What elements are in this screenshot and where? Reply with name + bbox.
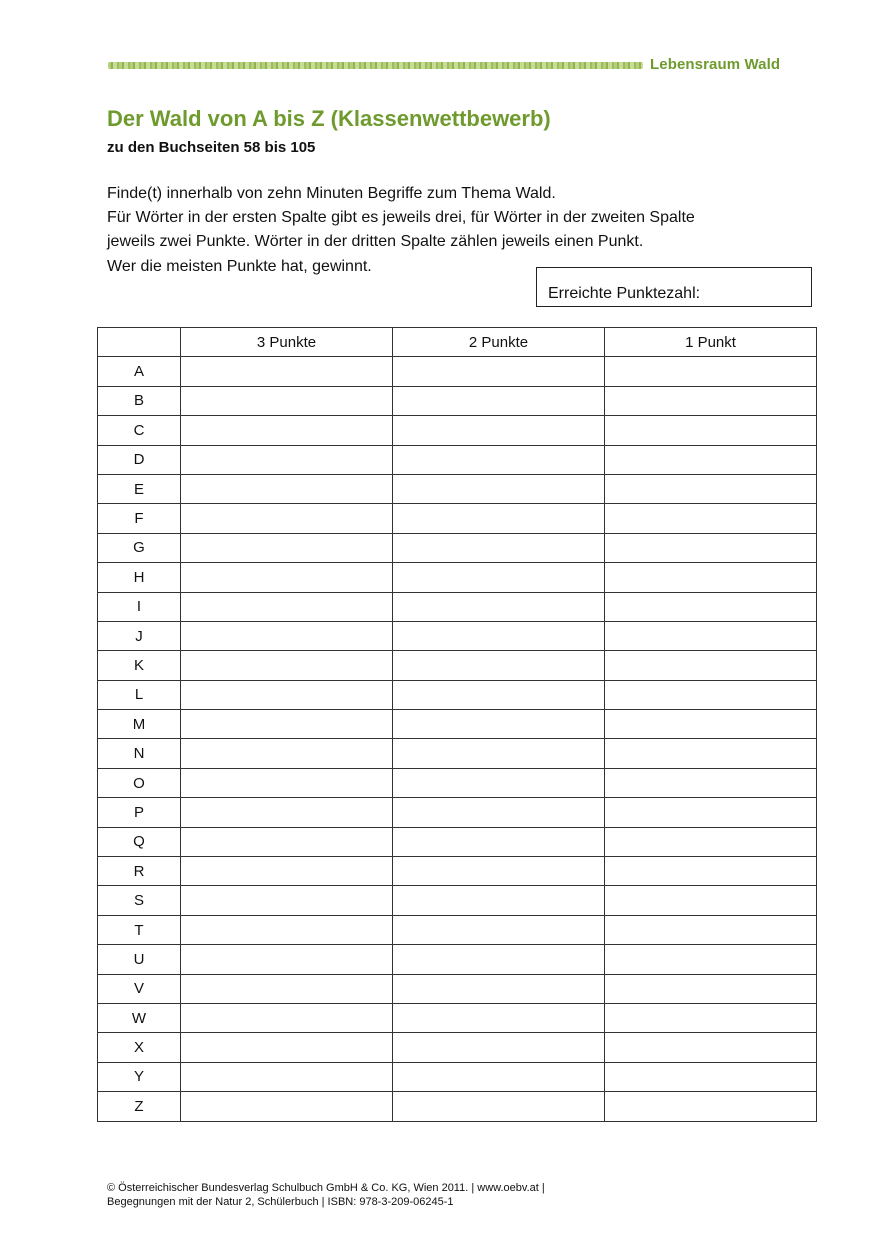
answer-1-punkt-cell[interactable] bbox=[605, 474, 817, 503]
brand-label: Lebensraum Wald bbox=[650, 56, 781, 73]
table-row bbox=[98, 945, 817, 974]
row-letter: F bbox=[98, 504, 181, 533]
answer-2-punkte-cell[interactable] bbox=[393, 533, 605, 562]
answer-1-punkt-cell[interactable] bbox=[605, 945, 817, 974]
answer-3-punkte-cell[interactable] bbox=[181, 416, 393, 445]
answer-3-punkte-cell[interactable] bbox=[181, 445, 393, 474]
answer-2-punkte-cell[interactable] bbox=[393, 416, 605, 445]
answer-2-punkte-cell[interactable] bbox=[393, 1033, 605, 1062]
answer-2-punkte-cell[interactable] bbox=[393, 1092, 605, 1121]
row-letter: I bbox=[98, 592, 181, 621]
table-row bbox=[98, 1062, 817, 1091]
answer-2-punkte-cell[interactable] bbox=[393, 768, 605, 797]
answer-1-punkt-cell[interactable] bbox=[605, 651, 817, 680]
row-letter: Z bbox=[98, 1092, 181, 1121]
table-row bbox=[98, 651, 817, 680]
table-row bbox=[98, 827, 817, 856]
row-letter: E bbox=[98, 474, 181, 503]
answer-3-punkte-cell[interactable] bbox=[181, 739, 393, 768]
table-row bbox=[98, 886, 817, 915]
answer-1-punkt-cell[interactable] bbox=[605, 1033, 817, 1062]
answer-1-punkt-cell[interactable] bbox=[605, 710, 817, 739]
page-subtitle: zu den Buchseiten 58 bis 105 bbox=[107, 139, 316, 156]
footer bbox=[107, 1181, 545, 1209]
score-field[interactable] bbox=[536, 267, 812, 307]
footer-book-info: Begegnungen mit der Natur 2, Schülerbuch | ISBN: 978-3-209-06245-1 bbox=[107, 1196, 454, 1208]
table-header-row bbox=[98, 328, 817, 357]
answer-2-punkte-cell[interactable] bbox=[393, 827, 605, 856]
answer-2-punkte-cell[interactable] bbox=[393, 710, 605, 739]
answer-2-punkte-cell[interactable] bbox=[393, 386, 605, 415]
answer-2-punkte-cell[interactable] bbox=[393, 886, 605, 915]
answer-1-punkt-cell[interactable] bbox=[605, 1003, 817, 1032]
answer-2-punkte-cell[interactable] bbox=[393, 592, 605, 621]
row-letter: H bbox=[98, 563, 181, 592]
answer-2-punkte-cell[interactable] bbox=[393, 1003, 605, 1032]
table-row bbox=[98, 1003, 817, 1032]
answer-1-punkt-cell[interactable] bbox=[605, 445, 817, 474]
answer-3-punkte-cell[interactable] bbox=[181, 474, 393, 503]
header-decoration-bar bbox=[108, 62, 643, 69]
table-row bbox=[98, 563, 817, 592]
answer-3-punkte-cell[interactable] bbox=[181, 945, 393, 974]
answer-1-punkt-cell[interactable] bbox=[605, 386, 817, 415]
answer-1-punkt-cell[interactable] bbox=[605, 974, 817, 1003]
header-letter bbox=[98, 328, 181, 357]
instruction-line-2: Für Wörter in der ersten Spalte gibt es jeweils drei, für Wörter in der zweiten Spalte bbox=[107, 209, 695, 226]
table-row bbox=[98, 1092, 817, 1121]
answer-2-punkte-cell[interactable] bbox=[393, 504, 605, 533]
row-letter: G bbox=[98, 533, 181, 562]
header-2-punkte: 2 Punkte bbox=[393, 328, 605, 357]
page-title: Der Wald von A bis Z (Klassenwettbewerb) bbox=[107, 106, 551, 131]
answer-2-punkte-cell[interactable] bbox=[393, 680, 605, 709]
score-label: Erreichte Punktezahl: bbox=[548, 285, 701, 302]
table-row bbox=[98, 1033, 817, 1062]
answer-1-punkt-cell[interactable] bbox=[605, 768, 817, 797]
answer-2-punkte-cell[interactable] bbox=[393, 357, 605, 386]
answer-1-punkt-cell[interactable] bbox=[605, 886, 817, 915]
row-letter: J bbox=[98, 621, 181, 650]
table-row bbox=[98, 857, 817, 886]
answer-3-punkte-cell[interactable] bbox=[181, 974, 393, 1003]
answer-3-punkte-cell[interactable] bbox=[181, 710, 393, 739]
row-letter: W bbox=[98, 1003, 181, 1032]
answer-3-punkte-cell[interactable] bbox=[181, 386, 393, 415]
answer-1-punkt-cell[interactable] bbox=[605, 416, 817, 445]
table-row bbox=[98, 915, 817, 944]
table-row bbox=[98, 739, 817, 768]
row-letter: V bbox=[98, 974, 181, 1003]
header-1-punkt: 1 Punkt bbox=[605, 328, 817, 357]
answer-1-punkt-cell[interactable] bbox=[605, 533, 817, 562]
answer-3-punkte-cell[interactable] bbox=[181, 857, 393, 886]
answer-2-punkte-cell[interactable] bbox=[393, 474, 605, 503]
table-row bbox=[98, 533, 817, 562]
answer-2-punkte-cell[interactable] bbox=[393, 621, 605, 650]
table-row bbox=[98, 416, 817, 445]
row-letter: D bbox=[98, 445, 181, 474]
instruction-line-4: Wer die meisten Punkte hat, gewinnt. bbox=[107, 258, 372, 275]
answer-1-punkt-cell[interactable] bbox=[605, 621, 817, 650]
answer-2-punkte-cell[interactable] bbox=[393, 915, 605, 944]
instruction-line-1: Finde(t) innerhalb von zehn Minuten Begriffe zum Thema Wald. bbox=[107, 185, 556, 202]
table-row bbox=[98, 386, 817, 415]
answer-1-punkt-cell[interactable] bbox=[605, 592, 817, 621]
answer-3-punkte-cell[interactable] bbox=[181, 651, 393, 680]
row-letter: O bbox=[98, 768, 181, 797]
row-letter: K bbox=[98, 651, 181, 680]
answer-2-punkte-cell[interactable] bbox=[393, 563, 605, 592]
row-letter: S bbox=[98, 886, 181, 915]
answer-3-punkte-cell[interactable] bbox=[181, 915, 393, 944]
answer-2-punkte-cell[interactable] bbox=[393, 445, 605, 474]
answer-3-punkte-cell[interactable] bbox=[181, 504, 393, 533]
answer-1-punkt-cell[interactable] bbox=[605, 827, 817, 856]
row-letter: T bbox=[98, 915, 181, 944]
row-letter: M bbox=[98, 710, 181, 739]
answer-3-punkte-cell[interactable] bbox=[181, 827, 393, 856]
answer-1-punkt-cell[interactable] bbox=[605, 504, 817, 533]
answer-1-punkt-cell[interactable] bbox=[605, 563, 817, 592]
answer-1-punkt-cell[interactable] bbox=[605, 739, 817, 768]
table-row bbox=[98, 974, 817, 1003]
answer-1-punkt-cell[interactable] bbox=[605, 857, 817, 886]
answer-3-punkte-cell[interactable] bbox=[181, 592, 393, 621]
table-row bbox=[98, 592, 817, 621]
answer-3-punkte-cell[interactable] bbox=[181, 768, 393, 797]
row-letter: P bbox=[98, 798, 181, 827]
answer-3-punkte-cell[interactable] bbox=[181, 680, 393, 709]
answer-2-punkte-cell[interactable] bbox=[393, 974, 605, 1003]
table-row bbox=[98, 768, 817, 797]
row-letter: R bbox=[98, 857, 181, 886]
answer-3-punkte-cell[interactable] bbox=[181, 621, 393, 650]
answer-1-punkt-cell[interactable] bbox=[605, 1092, 817, 1121]
table-row bbox=[98, 621, 817, 650]
table-row bbox=[98, 357, 817, 386]
table-row bbox=[98, 504, 817, 533]
answer-2-punkte-cell[interactable] bbox=[393, 651, 605, 680]
answer-1-punkt-cell[interactable] bbox=[605, 680, 817, 709]
table-row bbox=[98, 710, 817, 739]
row-letter: N bbox=[98, 739, 181, 768]
footer-copyright: © Österreichischer Bundesverlag Schulbuch GmbH & Co. KG, Wien 2011. | www.oebv.at | bbox=[107, 1182, 545, 1194]
row-letter: U bbox=[98, 945, 181, 974]
answer-2-punkte-cell[interactable] bbox=[393, 1062, 605, 1091]
answer-2-punkte-cell[interactable] bbox=[393, 857, 605, 886]
table-row bbox=[98, 680, 817, 709]
answer-3-punkte-cell[interactable] bbox=[181, 1003, 393, 1032]
answer-3-punkte-cell[interactable] bbox=[181, 533, 393, 562]
row-letter: A bbox=[98, 357, 181, 386]
table-row bbox=[98, 798, 817, 827]
row-letter: X bbox=[98, 1033, 181, 1062]
answer-1-punkt-cell[interactable] bbox=[605, 798, 817, 827]
row-letter: C bbox=[98, 416, 181, 445]
table-row bbox=[98, 474, 817, 503]
header-3-punkte: 3 Punkte bbox=[181, 328, 393, 357]
answer-3-punkte-cell[interactable] bbox=[181, 357, 393, 386]
answer-2-punkte-cell[interactable] bbox=[393, 798, 605, 827]
row-letter: Q bbox=[98, 827, 181, 856]
answer-2-punkte-cell[interactable] bbox=[393, 739, 605, 768]
table-row bbox=[98, 445, 817, 474]
instruction-line-3: jeweils zwei Punkte. Wörter in der dritten Spalte zählen jeweils einen Punkt. bbox=[107, 233, 644, 250]
word-table bbox=[97, 327, 817, 1122]
row-letter: B bbox=[98, 386, 181, 415]
answer-3-punkte-cell[interactable] bbox=[181, 563, 393, 592]
answer-3-punkte-cell[interactable] bbox=[181, 1092, 393, 1121]
row-letter: Y bbox=[98, 1062, 181, 1091]
answer-2-punkte-cell[interactable] bbox=[393, 945, 605, 974]
row-letter: L bbox=[98, 680, 181, 709]
answer-3-punkte-cell[interactable] bbox=[181, 1033, 393, 1062]
answer-1-punkt-cell[interactable] bbox=[605, 915, 817, 944]
answer-3-punkte-cell[interactable] bbox=[181, 886, 393, 915]
answer-3-punkte-cell[interactable] bbox=[181, 1062, 393, 1091]
answer-1-punkt-cell[interactable] bbox=[605, 357, 817, 386]
answer-1-punkt-cell[interactable] bbox=[605, 1062, 817, 1091]
answer-3-punkte-cell[interactable] bbox=[181, 798, 393, 827]
